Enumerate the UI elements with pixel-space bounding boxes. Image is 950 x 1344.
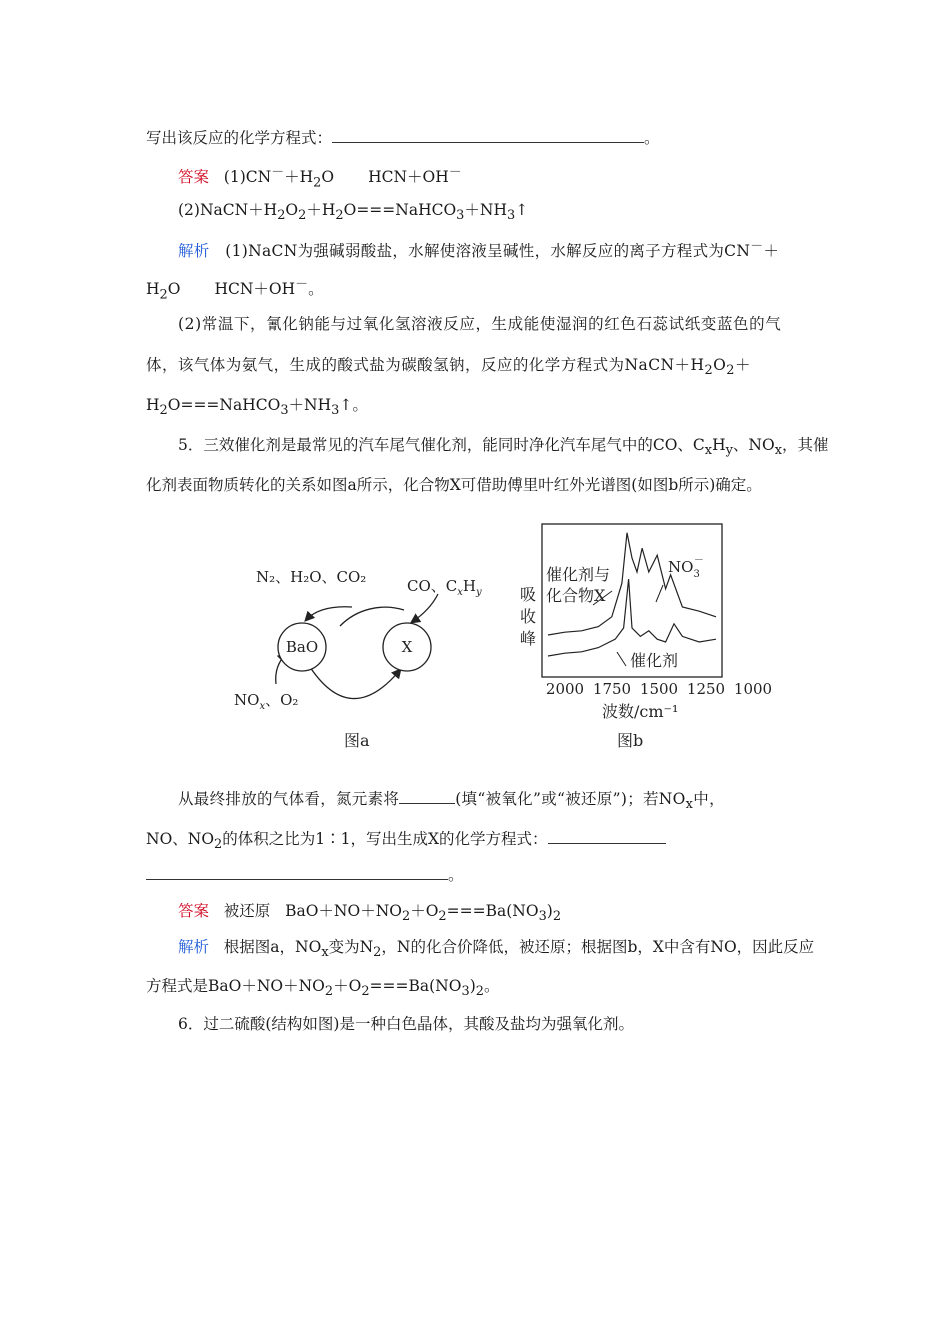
arrow-co-in — [412, 594, 438, 622]
x-tick-labels — [546, 680, 772, 698]
analysis-line-1: 解析 (1)NaCN为强碱弱酸盐，水解使溶液呈碱性，水解反应的离子方程式为CN－＋ — [178, 239, 780, 261]
y-axis-label: 吸收峰 — [520, 585, 537, 648]
bao-label: BaO — [285, 638, 319, 656]
x-axis-label: 波数/cm⁻¹ — [602, 702, 679, 721]
x-tick-label: 1000 — [733, 680, 773, 698]
analysis-line-3: (2)常温下，氰化钠能与过氧化氢溶液反应，生成能使湿润的红色石蕊试纸变蓝色的气 — [178, 315, 782, 333]
answer-blank-equation[interactable] — [548, 829, 666, 844]
x-tick-label: 2000 — [545, 680, 585, 698]
analysis-line-6: 解析 根据图a，$NO_x$变为$N_2$，N的化合价降低，被还原；根据图b，X中含有NO，因此反应 — [178, 938, 815, 961]
figure-a-right-label: CO、$C_xH_y$ — [407, 577, 482, 598]
annotation-compound-x: 化合物X — [546, 586, 606, 605]
x-tick-label: 1250 — [686, 680, 726, 698]
figure-b — [520, 524, 772, 750]
analysis-line-2: $H_2O$ HCN＋OH－。 — [146, 277, 324, 303]
answer-line-2: $(2)NaCN+H_2O_2+H_2O===NaHCO_3+NH_3↑$ — [178, 201, 529, 224]
x-tick-label: 1750 — [592, 680, 632, 698]
answer-line-1: 答案 $(1)CN^-+H_2O$ HCN＋OH－ — [178, 165, 462, 191]
figure-b-caption: 图b — [617, 731, 644, 750]
answer-line-3: 答案 被还原 $BaO+NO+NO_2+O_2===Ba(NO_3)_2$ — [178, 902, 562, 925]
catalyst-leader-line — [617, 652, 626, 666]
answer-blank-element[interactable] — [399, 789, 455, 804]
analysis-line-7: 方程式是$BaO+NO+NO_2+O_2===Ba(NO_3)_2$。 — [146, 977, 500, 1000]
analysis-line-5: $H_2O===NaHCO_3+NH_3↑$。 — [146, 396, 368, 419]
figure-a — [234, 568, 482, 750]
cycle-arc-top — [340, 607, 404, 626]
question-5-line-2: 化剂表面物质转化的关系如图a所示，化合物X可借助傅里叶红外光谱图(如图b所示)确定。 — [146, 476, 762, 494]
question-5-line-5: 。 — [146, 865, 464, 885]
figure-a-caption: 图a — [344, 731, 370, 750]
x-label: X — [401, 638, 413, 656]
question-6: 6．过二硫酸(结构如图)是一种白色晶体，其酸及盐均为强氧化剂。 — [178, 1015, 634, 1033]
x-tick-label: 1500 — [639, 680, 679, 698]
arrow-to-products — [306, 607, 352, 620]
answer-blank-equation-cont[interactable] — [146, 865, 448, 880]
question-4-2-prompt: 写出该反应的化学方程式： 。 — [146, 129, 660, 147]
figure-a-top-label: N₂、H₂O、CO₂ — [256, 568, 367, 586]
answer-tag: 答案 — [178, 168, 210, 187]
analysis-tag: 解析 — [178, 242, 210, 261]
figure-a-bottom-label: $NO_x$、O₂ — [234, 691, 299, 712]
no3-leader-line — [656, 585, 663, 602]
question-5-line-1: 5．三效催化剂是最常见的汽车尾气催化剂，能同时净化汽车尾气中的CO、$C_xH_y$、$NO_x$，其催 — [178, 436, 829, 459]
question-5-line-4: NO、$NO_2$的体积之比为1∶1，写出生成X的化学方程式： — [146, 829, 666, 855]
cycle-arc-bottom — [308, 664, 400, 699]
annotation-no3: $NO_3-$ — [668, 555, 704, 580]
answer-tag-2: 答案 — [178, 902, 210, 920]
analysis-tag-2: 解析 — [178, 938, 210, 956]
annotation-catalyst: 催化剂 — [630, 651, 679, 670]
annotation-catalyst-and: 催化剂与 — [546, 565, 611, 584]
analysis-line-4: 体，该气体为氨气，生成的酸式盐为碳酸氢钠，反应的化学方程式为$NaCN+H_2O_2+$ — [146, 356, 751, 379]
question-5-line-3: 从最终排放的气体看，氮元素将 (填“被氧化”或“被还原”)；若$NO_x$中， — [178, 790, 725, 813]
